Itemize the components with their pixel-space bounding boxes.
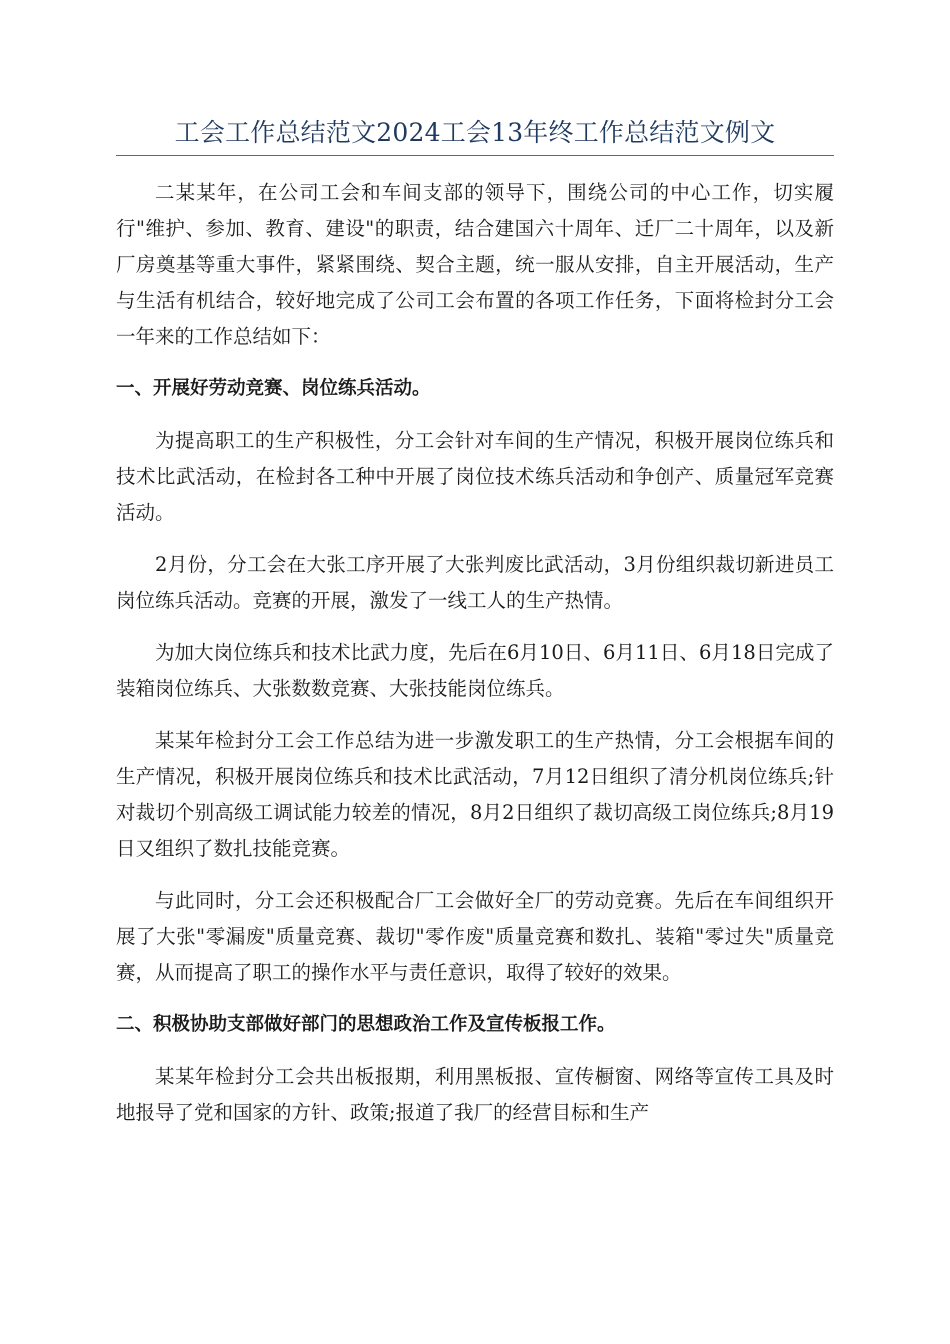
body-paragraph: 为加大岗位练兵和技术比武力度，先后在6月10日、6月11日、6月18日完成了装箱岗位练兵、大张数数竞赛、大张技能岗位练兵。 bbox=[116, 641, 834, 700]
body-paragraph: 某某年检封分工会工作总结为进一步激发职工的生产热情，分工会根据车间的生产情况，积极开展岗位练兵和技术比武活动，7月12日组织了清分机岗位练兵;针对裁切个别高级工调试能力较差的情况，8月2日组织了裁切高级工岗位练兵;8月19日又组织了数扎技能竞赛。 bbox=[116, 729, 834, 860]
section-heading-1: 一、开展好劳动竞赛、岗位练兵活动。 bbox=[116, 378, 431, 399]
body-paragraph: 某某年检封分工会共出板报期，利用黑板报、宣传橱窗、网络等宣传工具及时地报导了党和国家的方针、政策;报道了我厂的经营目标和生产 bbox=[116, 1065, 834, 1124]
body-paragraph: 为提高职工的生产积极性，分工会针对车间的生产情况，积极开展岗位练兵和技术比武活动，在检封各工种中开展了岗位技术练兵活动和争创产、质量冠军竞赛活动。 bbox=[116, 429, 834, 524]
document-title: 工会工作总结范文2024工会13年终工作总结范文例文 bbox=[174, 118, 776, 147]
section-heading-2: 二、积极协助支部做好部门的思想政治工作及宣传板报工作。 bbox=[116, 1014, 616, 1035]
body-paragraph: 2月份，分工会在大张工序开展了大张判废比武活动，3月份组织裁切新进员工岗位练兵活动。竞赛的开展，激发了一线工人的生产热情。 bbox=[116, 553, 834, 612]
intro-paragraph: 二某某年，在公司工会和车间支部的领导下，围绕公司的中心工作，切实履行"维护、参加、教育、建设"的职责，结合建国六十周年、迁厂二十周年，以及新厂房奠基等重大事件，紧紧围绕、契合主题，统一服从安排，自主开展活动，生产与生活有机结合，较好地完成了公司工会布置的各项工作任务，下面将检封分工会一年来的工作总结如下： bbox=[116, 181, 834, 348]
body-paragraph: 与此同时，分工会还积极配合厂工会做好全厂的劳动竞赛。先后在车间组织开展了大张"零漏废"质量竞赛、裁切"零作废"质量竞赛和数扎、装箱"零过失"质量竞赛，从而提高了职工的操作水平与责任意识，取得了较好的效果。 bbox=[116, 889, 834, 984]
document-body bbox=[116, 175, 834, 1131]
title-underline bbox=[116, 155, 834, 156]
